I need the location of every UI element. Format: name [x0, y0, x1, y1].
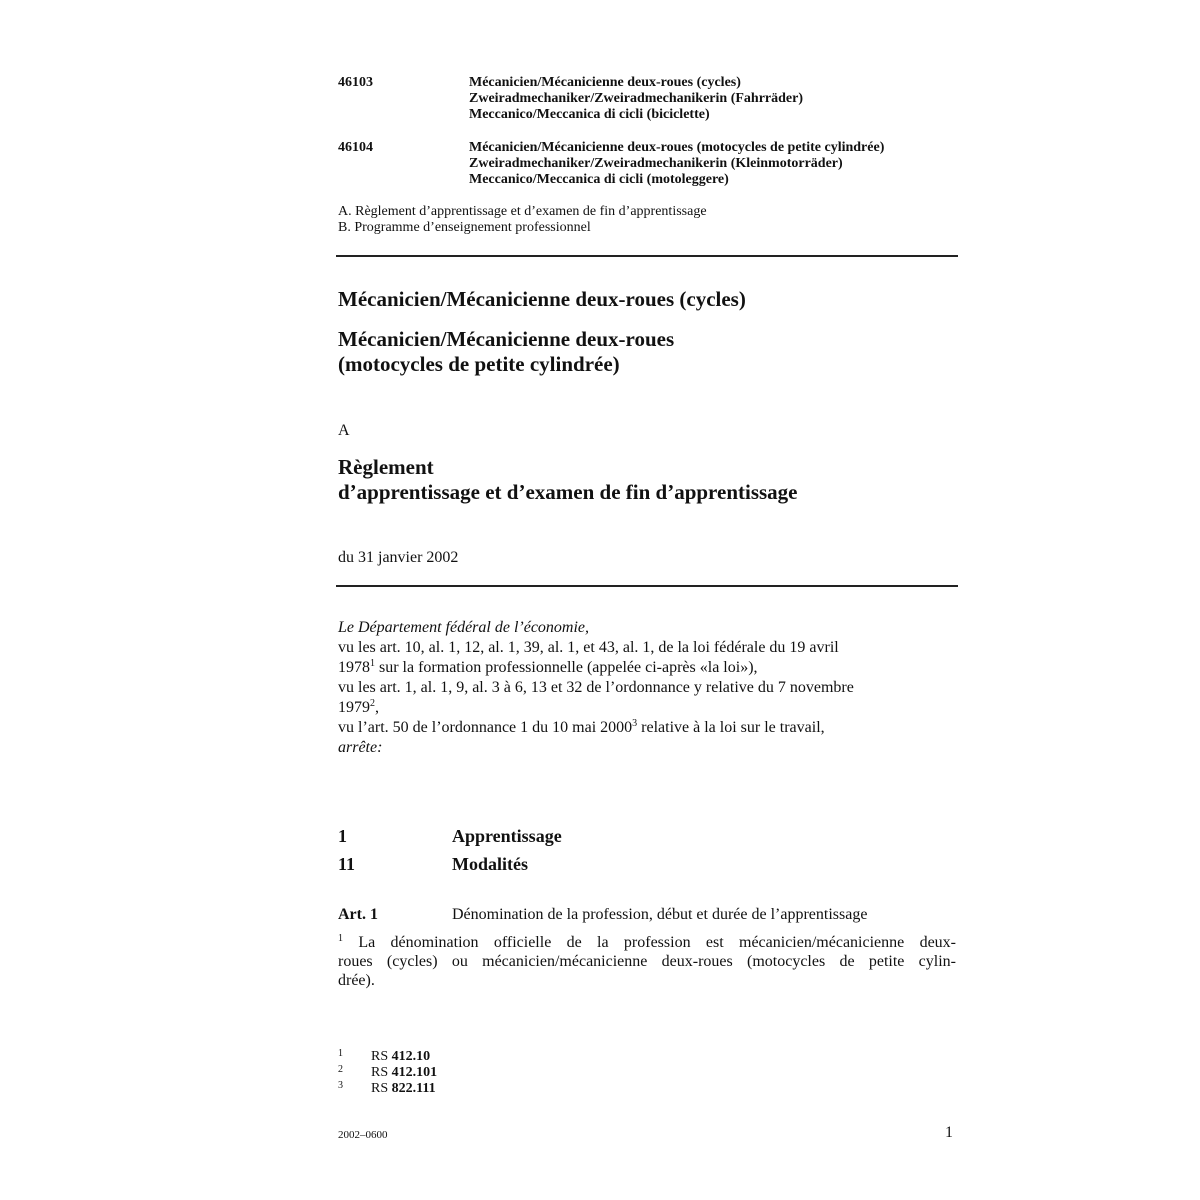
- part-a: A. Règlement d’apprentissage et d’examen de fin d’apprentissage: [338, 204, 707, 219]
- profession-name-fr: Mécanicien/Mécanicienne deux-roues (cycles): [469, 75, 741, 90]
- section-heading: [338, 854, 958, 878]
- profession-names: [469, 75, 803, 123]
- footnote-ref-number: 412.101: [391, 1065, 438, 1080]
- footnote-prefix: RS: [371, 1065, 392, 1080]
- title-motocycles-line1: Mécanicien/Mécanicienne deux-roues: [338, 327, 675, 351]
- preamble-text: sur la formation professionnelle (appelée ci-après «la loi»),: [375, 659, 758, 676]
- preamble-text: vu l’art. 50 de l’ordonnance 1 du 10 mai 2000: [338, 719, 633, 736]
- section-number: 11: [338, 854, 356, 874]
- preamble-text: 1978: [338, 659, 370, 676]
- regulation-title-line2: d’apprentissage et d’examen de fin d’apprentissage: [338, 480, 798, 504]
- footnote-prefix: RS: [371, 1081, 392, 1096]
- footnote-ref-number: 412.10: [391, 1049, 431, 1064]
- preamble-text: ,: [375, 699, 379, 716]
- section-heading: [338, 826, 958, 850]
- profession-code: 46104: [338, 140, 373, 155]
- section-title: Modalités: [452, 854, 528, 874]
- profession-name-fr: Mécanicien/Mécanicienne deux-roues (motocycles de petite cylindrée): [469, 140, 885, 155]
- footnote-number: 1: [338, 1048, 343, 1059]
- parts-list: [338, 204, 707, 236]
- footnote-ref: 1: [370, 658, 375, 669]
- part-b: B. Programme d’enseignement professionnel: [338, 220, 591, 235]
- paragraph-line: drée).: [338, 972, 375, 989]
- footnote-ref: 3: [632, 718, 638, 729]
- paragraph-number: 1: [338, 933, 343, 944]
- footnote: [338, 1079, 437, 1095]
- article-label: Art. 1: [338, 906, 378, 923]
- title-motocycles-line2: (motocycles de petite cylindrée): [338, 352, 620, 376]
- footnote: [338, 1047, 437, 1063]
- paragraph-text: La dénomination officielle de la profession est mécanicien/mécanicienne deux-: [343, 934, 956, 951]
- regulation-title: [338, 455, 798, 505]
- title-cycles: Mécanicien/Mécanicienne deux-roues (cycles): [338, 287, 746, 311]
- footnote: [338, 1063, 437, 1079]
- article-title: Dénomination de la profession, début et durée de l’apprentissage: [452, 906, 868, 923]
- footnote-number: 3: [338, 1080, 343, 1091]
- section-letter: A: [338, 422, 350, 439]
- preamble-text: 1979: [338, 699, 370, 716]
- profession-name-it: Meccanico/Meccanica di cicli (biciclette): [469, 107, 710, 122]
- regulation-title-line1: Règlement: [338, 455, 434, 479]
- article-paragraph: [338, 933, 956, 990]
- page-number: 1: [945, 1124, 953, 1141]
- regulation-date: du 31 janvier 2002: [338, 549, 459, 566]
- footnote-ref-number: 822.111: [391, 1081, 436, 1096]
- footnotes: [338, 1047, 437, 1095]
- preamble-line: [338, 698, 854, 718]
- preamble-line: [338, 658, 854, 678]
- footnote-ref: 2: [370, 698, 375, 709]
- preamble-line: vu les art. 10, al. 1, 12, al. 1, 39, al. 1, et 43, al. 1, de la loi fédérale du 19 avril: [338, 639, 839, 656]
- profession-code: 46103: [338, 75, 373, 90]
- section-number: 1: [338, 826, 347, 846]
- preamble-decree: arrête:: [338, 739, 383, 756]
- paragraph-line: [338, 933, 956, 952]
- profession-name-de: Zweiradmechaniker/Zweiradmechanikerin (Kleinmotorräder): [469, 156, 843, 171]
- title-motocycles: [338, 327, 674, 377]
- section-title: Apprentissage: [452, 826, 562, 846]
- footnote-number: 2: [338, 1064, 343, 1075]
- paragraph-line: roues (cycles) ou mécanicien/mécanicienne deux-roues (motocycles de petite cylin-: [338, 953, 956, 970]
- preamble-authority: Le Département fédéral de l’économie,: [338, 619, 590, 636]
- profession-names: [469, 140, 884, 188]
- preamble-line: [338, 718, 854, 738]
- divider: [336, 585, 958, 587]
- document-id: 2002–0600: [338, 1129, 388, 1141]
- footnote-prefix: RS: [371, 1049, 392, 1064]
- preamble: [338, 618, 854, 758]
- preamble-text: relative à la loi sur le travail,: [637, 719, 825, 736]
- preamble-line: vu les art. 1, al. 1, 9, al. 3 à 6, 13 et 32 de l’ordonnance y relative du 7 novembre: [338, 679, 854, 696]
- divider: [336, 255, 958, 257]
- profession-name-it: Meccanico/Meccanica di cicli (motoleggere): [469, 172, 729, 187]
- profession-name-de: Zweiradmechaniker/Zweiradmechanikerin (Fahrräder): [469, 91, 804, 106]
